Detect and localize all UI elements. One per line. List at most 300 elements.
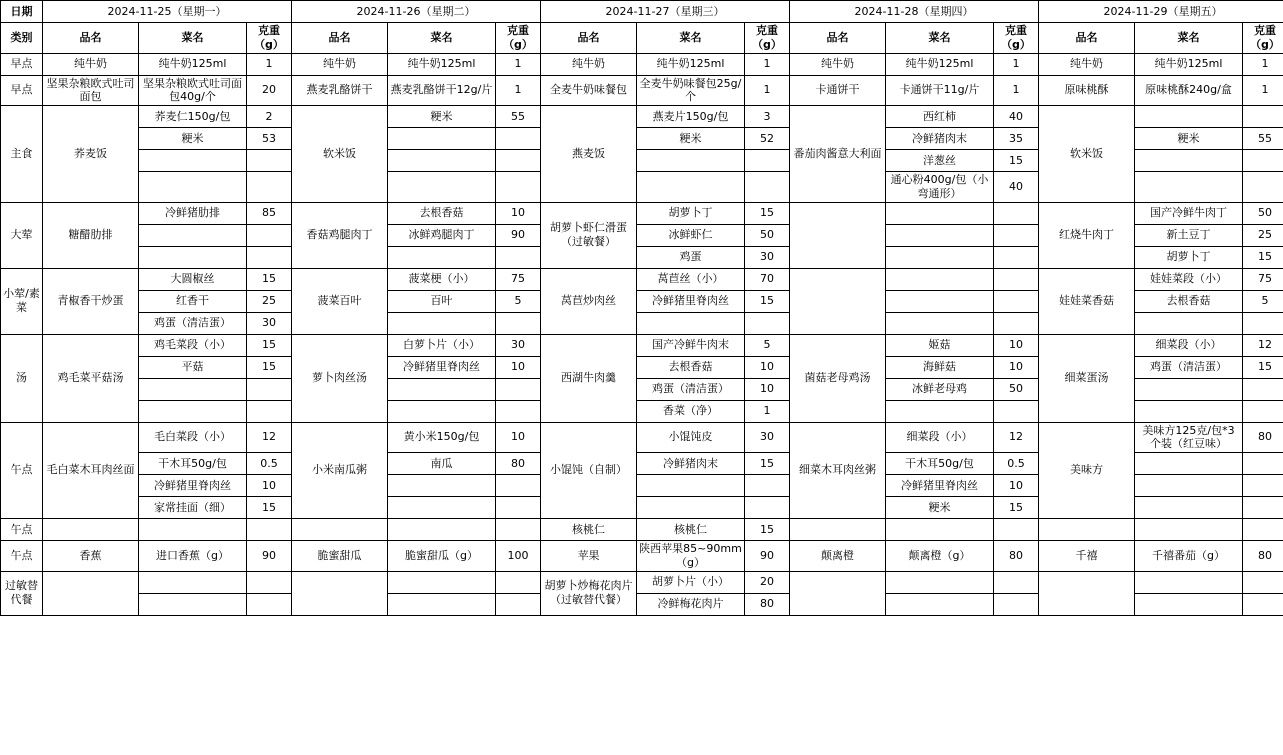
ingredient-cell-d2-r3-1: 粳米 [388,106,496,128]
gram-cell-d1-r2-1: 20 [247,75,292,106]
ingredient-cell-d3-r7-2: 冷鲜猪肉末 [637,453,745,475]
ingredient-cell-d5-r5-2: 去根香菇 [1135,290,1243,312]
gram-cell-d1-r6-1: 15 [247,334,292,356]
ingredient-cell-d5-r7-3 [1135,475,1243,497]
header-date-row [1,1,1283,23]
ingredient-cell-d1-r7-2: 干木耳50g/包 [139,453,247,475]
gram-cell-d1-r3-3 [247,150,292,172]
ingredient-cell-d3-r8-1: 核桃仁 [637,519,745,541]
dish-cell-d4-r10 [790,571,886,615]
ingredient-cell-d3-r4-2: 冰鲜虾仁 [637,224,745,246]
menu-row [1,334,1283,356]
gram-cell-d3-r7-1: 30 [745,422,790,453]
gram-cell-d5-r7-2 [1243,453,1283,475]
gram-cell-d1-r4-2 [247,224,292,246]
ingredient-cell-d3-r7-4 [637,497,745,519]
gram-cell-d2-r10-2 [496,593,541,615]
ingredient-cell-d2-r6-3 [388,378,496,400]
dish-cell-d1-r8 [43,519,139,541]
gram-cell-d3-r3-4 [745,172,790,203]
dish-cell-d2-r5: 菠菜百叶 [292,268,388,334]
gram-cell-d3-r8-1: 15 [745,519,790,541]
header-column-row [1,23,1283,54]
gram-cell-d5-r5-1: 75 [1243,268,1283,290]
header-ingredient-label-1: 菜名 [139,23,247,54]
dish-cell-d3-r10: 胡萝卜炒梅花肉片（过敏替代餐） [541,571,637,615]
gram-cell-d5-r4-3: 15 [1243,246,1283,268]
gram-cell-d2-r6-3 [496,378,541,400]
ingredient-cell-d3-r9-1: 陕西苹果85~90mm（g） [637,541,745,572]
dish-cell-d4-r2: 卡通饼干 [790,75,886,106]
ingredient-cell-d1-r3-2: 粳米 [139,128,247,150]
gram-cell-d3-r4-2: 50 [745,224,790,246]
ingredient-cell-d1-r6-3 [139,378,247,400]
gram-cell-d1-r6-3 [247,378,292,400]
ingredient-cell-d1-r8-1 [139,519,247,541]
ingredient-cell-d1-r10-1 [139,571,247,593]
header-dish-label-2: 品名 [292,23,388,54]
gram-cell-d4-r6-2: 10 [994,356,1039,378]
ingredient-cell-d2-r4-2: 冰鲜鸡腿肉丁 [388,224,496,246]
ingredient-cell-d3-r10-1: 胡萝卜片（小） [637,571,745,593]
dish-cell-d5-r4: 红烧牛肉丁 [1039,202,1135,268]
ingredient-cell-d3-r6-2: 去根香菇 [637,356,745,378]
gram-cell-d1-r6-2: 15 [247,356,292,378]
gram-cell-d5-r7-4 [1243,497,1283,519]
dish-cell-d5-r10 [1039,571,1135,615]
gram-cell-d2-r5-2: 5 [496,290,541,312]
gram-cell-d4-r5-1 [994,268,1039,290]
header-category-label: 类别 [1,23,43,54]
ingredient-cell-d3-r4-1: 胡萝卜丁 [637,202,745,224]
gram-cell-d3-r5-2: 15 [745,290,790,312]
header-gram-label-5: 克重 （g） [1243,23,1283,54]
ingredient-cell-d5-r7-1: 美味方125克/包*3个装（红豆味） [1135,422,1243,453]
ingredient-cell-d5-r3-3 [1135,150,1243,172]
dish-cell-d3-r4: 胡萝卜虾仁滑蛋（过敏餐） [541,202,637,268]
dish-cell-d1-r4: 糖醋肋排 [43,202,139,268]
header-gram-label-1: 克重 （g） [247,23,292,54]
gram-cell-d2-r4-3 [496,246,541,268]
gram-cell-d4-r6-4 [994,400,1039,422]
category-cell-4: 大荤 [1,202,43,268]
gram-cell-d2-r10-1 [496,571,541,593]
ingredient-cell-d5-r9-1: 千禧番茄（g） [1135,541,1243,572]
gram-cell-d5-r5-2: 5 [1243,290,1283,312]
header-ingredient-label-4: 菜名 [886,23,994,54]
category-cell-10: 过敏替代餐 [1,571,43,615]
gram-cell-d1-r1-1: 1 [247,53,292,75]
ingredient-cell-d3-r6-4: 香菜（净） [637,400,745,422]
gram-cell-d2-r6-1: 30 [496,334,541,356]
ingredient-cell-d3-r1-1: 纯牛奶125ml [637,53,745,75]
ingredient-cell-d4-r7-1: 细菜段（小） [886,422,994,453]
gram-cell-d2-r3-3 [496,150,541,172]
dish-cell-d4-r6: 菌菇老母鸡汤 [790,334,886,422]
gram-cell-d4-r7-3: 10 [994,475,1039,497]
dish-cell-d2-r4: 香菇鸡腿肉丁 [292,202,388,268]
gram-cell-d4-r1-1: 1 [994,53,1039,75]
ingredient-cell-d5-r6-1: 细菜段（小） [1135,334,1243,356]
dish-cell-d3-r8: 核桃仁 [541,519,637,541]
ingredient-cell-d3-r3-3 [637,150,745,172]
gram-cell-d3-r7-2: 15 [745,453,790,475]
ingredient-cell-d3-r5-3 [637,312,745,334]
gram-cell-d2-r6-4 [496,400,541,422]
dish-cell-d1-r5: 青椒香干炒蛋 [43,268,139,334]
gram-cell-d3-r10-1: 20 [745,571,790,593]
ingredient-cell-d4-r4-1 [886,202,994,224]
ingredient-cell-d4-r3-4: 通心粉400g/包（小弯通形） [886,172,994,203]
ingredient-cell-d5-r4-2: 新土豆丁 [1135,224,1243,246]
gram-cell-d5-r3-2: 55 [1243,128,1283,150]
menu-row [1,53,1283,75]
dish-cell-d2-r9: 脆蜜甜瓜 [292,541,388,572]
gram-cell-d3-r3-3 [745,150,790,172]
dish-cell-d5-r6: 细菜蛋汤 [1039,334,1135,422]
menu-row [1,202,1283,224]
gram-cell-d1-r4-1: 85 [247,202,292,224]
ingredient-cell-d2-r7-2: 南瓜 [388,453,496,475]
ingredient-cell-d4-r4-2 [886,224,994,246]
gram-cell-d2-r5-1: 75 [496,268,541,290]
dish-cell-d5-r1: 纯牛奶 [1039,53,1135,75]
gram-cell-d4-r7-2: 0.5 [994,453,1039,475]
gram-cell-d3-r3-2: 52 [745,128,790,150]
gram-cell-d5-r8-1 [1243,519,1283,541]
gram-cell-d1-r9-1: 90 [247,541,292,572]
menu-row [1,571,1283,593]
ingredient-cell-d2-r4-3 [388,246,496,268]
dish-cell-d1-r1: 纯牛奶 [43,53,139,75]
dish-cell-d2-r10 [292,571,388,615]
category-cell-1: 早点 [1,53,43,75]
gram-cell-d3-r4-3: 30 [745,246,790,268]
gram-cell-d1-r6-4 [247,400,292,422]
menu-row [1,106,1283,128]
ingredient-cell-d5-r5-3 [1135,312,1243,334]
gram-cell-d3-r5-3 [745,312,790,334]
ingredient-cell-d2-r7-3 [388,475,496,497]
gram-cell-d4-r5-3 [994,312,1039,334]
category-cell-7: 午点 [1,422,43,519]
ingredient-cell-d5-r4-1: 国产冷鲜牛肉丁 [1135,202,1243,224]
menu-row [1,519,1283,541]
gram-cell-d5-r10-1 [1243,571,1283,593]
dish-cell-d5-r9: 千禧 [1039,541,1135,572]
gram-cell-d5-r6-1: 12 [1243,334,1283,356]
gram-cell-d5-r7-3 [1243,475,1283,497]
header-date-label: 日期 [1,1,43,23]
ingredient-cell-d1-r2-1: 坚果杂粮欧式吐司面包40g/个 [139,75,247,106]
ingredient-cell-d4-r7-3: 冷鲜猪里脊肉丝 [886,475,994,497]
ingredient-cell-d1-r4-1: 冷鲜猪肋排 [139,202,247,224]
ingredient-cell-d5-r8-1 [1135,519,1243,541]
gram-cell-d2-r1-1: 1 [496,53,541,75]
dish-cell-d3-r2: 全麦牛奶味餐包 [541,75,637,106]
ingredient-cell-d1-r7-1: 毛白菜段（小） [139,422,247,453]
gram-cell-d2-r4-2: 90 [496,224,541,246]
dish-cell-d5-r2: 原味桃酥 [1039,75,1135,106]
gram-cell-d4-r4-1 [994,202,1039,224]
ingredient-cell-d4-r5-3 [886,312,994,334]
ingredient-cell-d2-r3-4 [388,172,496,203]
gram-cell-d5-r9-1: 80 [1243,541,1283,572]
dish-cell-d3-r3: 燕麦饭 [541,106,637,203]
ingredient-cell-d5-r7-4 [1135,497,1243,519]
gram-cell-d2-r9-1: 100 [496,541,541,572]
ingredient-cell-d5-r5-1: 娃娃菜段（小） [1135,268,1243,290]
dish-cell-d3-r9: 苹果 [541,541,637,572]
dish-cell-d2-r6: 萝卜肉丝汤 [292,334,388,422]
dish-cell-d2-r2: 燕麦乳酪饼干 [292,75,388,106]
menu-row [1,541,1283,572]
ingredient-cell-d4-r3-1: 西红柿 [886,106,994,128]
ingredient-cell-d5-r6-4 [1135,400,1243,422]
category-cell-5: 小荤/素菜 [1,268,43,334]
gram-cell-d5-r3-3 [1243,150,1283,172]
ingredient-cell-d1-r1-1: 纯牛奶125ml [139,53,247,75]
gram-cell-d2-r7-4 [496,497,541,519]
day-header-4: 2024-11-28（星期四） [790,1,1039,23]
gram-cell-d5-r3-1 [1243,106,1283,128]
gram-cell-d1-r10-1 [247,571,292,593]
ingredient-cell-d4-r6-3: 冰鲜老母鸡 [886,378,994,400]
category-cell-3: 主食 [1,106,43,203]
gram-cell-d3-r7-4 [745,497,790,519]
header-gram-label-4: 克重 （g） [994,23,1039,54]
ingredient-cell-d2-r4-1: 去根香菇 [388,202,496,224]
dish-cell-d1-r10 [43,571,139,615]
dish-cell-d2-r8 [292,519,388,541]
ingredient-cell-d2-r5-3 [388,312,496,334]
header-dish-label-3: 品名 [541,23,637,54]
gram-cell-d4-r3-1: 40 [994,106,1039,128]
gram-cell-d5-r10-2 [1243,593,1283,615]
gram-cell-d3-r1-1: 1 [745,53,790,75]
gram-cell-d4-r8-1 [994,519,1039,541]
ingredient-cell-d4-r9-1: 颠离橙（g） [886,541,994,572]
gram-cell-d2-r7-2: 80 [496,453,541,475]
gram-cell-d2-r2-1: 1 [496,75,541,106]
gram-cell-d1-r7-1: 12 [247,422,292,453]
dish-cell-d1-r2: 坚果杂粮欧式吐司面包 [43,75,139,106]
gram-cell-d1-r7-2: 0.5 [247,453,292,475]
gram-cell-d4-r6-3: 50 [994,378,1039,400]
ingredient-cell-d4-r2-1: 卡通饼干11g/片 [886,75,994,106]
gram-cell-d1-r8-1 [247,519,292,541]
gram-cell-d1-r10-2 [247,593,292,615]
gram-cell-d4-r3-2: 35 [994,128,1039,150]
gram-cell-d4-r7-4: 15 [994,497,1039,519]
header-ingredient-label-3: 菜名 [637,23,745,54]
gram-cell-d2-r4-1: 10 [496,202,541,224]
ingredient-cell-d2-r5-2: 百叶 [388,290,496,312]
gram-cell-d2-r6-2: 10 [496,356,541,378]
ingredient-cell-d2-r5-1: 菠菜梗（小） [388,268,496,290]
gram-cell-d3-r3-1: 3 [745,106,790,128]
ingredient-cell-d3-r7-1: 小馄饨皮 [637,422,745,453]
gram-cell-d2-r7-1: 10 [496,422,541,453]
gram-cell-d3-r10-2: 80 [745,593,790,615]
ingredient-cell-d4-r3-3: 洋葱丝 [886,150,994,172]
ingredient-cell-d2-r6-1: 白萝卜片（小） [388,334,496,356]
header-gram-label-3: 克重 （g） [745,23,790,54]
menu-row [1,75,1283,106]
gram-cell-d5-r2-1: 1 [1243,75,1283,106]
gram-cell-d2-r3-1: 55 [496,106,541,128]
ingredient-cell-d2-r6-4 [388,400,496,422]
dish-cell-d5-r7: 美味方 [1039,422,1135,519]
ingredient-cell-d4-r4-3 [886,246,994,268]
gram-cell-d5-r3-4 [1243,172,1283,203]
ingredient-cell-d1-r3-3 [139,150,247,172]
dish-cell-d3-r5: 莴苣炒肉丝 [541,268,637,334]
ingredient-cell-d3-r3-1: 燕麦片150g/包 [637,106,745,128]
ingredient-cell-d3-r5-2: 冷鲜猪里脊肉丝 [637,290,745,312]
ingredient-cell-d1-r5-3: 鸡蛋（清洁蛋） [139,312,247,334]
ingredient-cell-d3-r7-3 [637,475,745,497]
gram-cell-d5-r4-2: 25 [1243,224,1283,246]
ingredient-cell-d2-r7-4 [388,497,496,519]
ingredient-cell-d4-r7-2: 干木耳50g/包 [886,453,994,475]
gram-cell-d1-r5-1: 15 [247,268,292,290]
dish-cell-d4-r7: 细菜木耳肉丝粥 [790,422,886,519]
ingredient-cell-d3-r3-4 [637,172,745,203]
ingredient-cell-d2-r9-1: 脆蜜甜瓜（g） [388,541,496,572]
gram-cell-d1-r3-1: 2 [247,106,292,128]
category-cell-8: 午点 [1,519,43,541]
category-cell-2: 早点 [1,75,43,106]
ingredient-cell-d1-r4-2 [139,224,247,246]
ingredient-cell-d3-r10-2: 冷鲜梅花肉片 [637,593,745,615]
ingredient-cell-d2-r3-2 [388,128,496,150]
gram-cell-d5-r6-2: 15 [1243,356,1283,378]
ingredient-cell-d2-r1-1: 纯牛奶125ml [388,53,496,75]
gram-cell-d2-r3-4 [496,172,541,203]
ingredient-cell-d1-r3-1: 荞麦仁150g/包 [139,106,247,128]
dish-cell-d5-r5: 娃娃菜香菇 [1039,268,1135,334]
ingredient-cell-d4-r6-4 [886,400,994,422]
ingredient-cell-d2-r10-2 [388,593,496,615]
ingredient-cell-d5-r4-3: 胡萝卜丁 [1135,246,1243,268]
gram-cell-d4-r5-2 [994,290,1039,312]
ingredient-cell-d1-r7-3: 冷鲜猪里脊肉丝 [139,475,247,497]
header-ingredient-label-2: 菜名 [388,23,496,54]
ingredient-cell-d4-r6-1: 姬菇 [886,334,994,356]
gram-cell-d1-r7-4: 15 [247,497,292,519]
gram-cell-d3-r2-1: 1 [745,75,790,106]
gram-cell-d1-r5-2: 25 [247,290,292,312]
ingredient-cell-d1-r6-2: 平菇 [139,356,247,378]
ingredient-cell-d4-r5-2 [886,290,994,312]
ingredient-cell-d1-r4-3 [139,246,247,268]
header-dish-label-5: 品名 [1039,23,1135,54]
ingredient-cell-d5-r2-1: 原味桃酥240g/盒 [1135,75,1243,106]
dish-cell-d2-r3: 软米饭 [292,106,388,203]
gram-cell-d2-r8-1 [496,519,541,541]
gram-cell-d1-r4-3 [247,246,292,268]
gram-cell-d2-r3-2 [496,128,541,150]
gram-cell-d3-r6-3: 10 [745,378,790,400]
gram-cell-d2-r7-3 [496,475,541,497]
gram-cell-d5-r5-3 [1243,312,1283,334]
dish-cell-d4-r1: 纯牛奶 [790,53,886,75]
ingredient-cell-d5-r3-1 [1135,106,1243,128]
gram-cell-d3-r6-2: 10 [745,356,790,378]
gram-cell-d4-r3-4: 40 [994,172,1039,203]
header-dish-label-1: 品名 [43,23,139,54]
ingredient-cell-d2-r8-1 [388,519,496,541]
ingredient-cell-d5-r6-3 [1135,378,1243,400]
gram-cell-d4-r7-1: 12 [994,422,1039,453]
ingredient-cell-d5-r10-1 [1135,571,1243,593]
dish-cell-d4-r4 [790,202,886,268]
gram-cell-d3-r4-1: 15 [745,202,790,224]
day-header-3: 2024-11-27（星期三） [541,1,790,23]
gram-cell-d1-r3-2: 53 [247,128,292,150]
gram-cell-d4-r4-3 [994,246,1039,268]
dish-cell-d4-r3: 番茄肉酱意大利面 [790,106,886,203]
gram-cell-d1-r7-3: 10 [247,475,292,497]
ingredient-cell-d3-r6-1: 国产冷鲜牛肉末 [637,334,745,356]
dish-cell-d4-r9: 颠离橙 [790,541,886,572]
ingredient-cell-d4-r6-2: 海鲜菇 [886,356,994,378]
ingredient-cell-d3-r2-1: 全麦牛奶味餐包25g/个 [637,75,745,106]
ingredient-cell-d2-r2-1: 燕麦乳酪饼干12g/片 [388,75,496,106]
dish-cell-d1-r7: 毛白菜木耳肉丝面 [43,422,139,519]
ingredient-cell-d4-r10-1 [886,571,994,593]
gram-cell-d4-r3-3: 15 [994,150,1039,172]
ingredient-cell-d4-r7-4: 粳米 [886,497,994,519]
gram-cell-d3-r6-1: 5 [745,334,790,356]
ingredient-cell-d3-r4-3: 鸡蛋 [637,246,745,268]
dish-cell-d5-r3: 软米饭 [1039,106,1135,203]
category-cell-9: 午点 [1,541,43,572]
ingredient-cell-d5-r10-2 [1135,593,1243,615]
gram-cell-d4-r4-2 [994,224,1039,246]
dish-cell-d4-r8 [790,519,886,541]
ingredient-cell-d4-r10-2 [886,593,994,615]
gram-cell-d4-r10-2 [994,593,1039,615]
ingredient-cell-d5-r1-1: 纯牛奶125ml [1135,53,1243,75]
gram-cell-d5-r6-3 [1243,378,1283,400]
ingredient-cell-d1-r9-1: 进口香蕉（g） [139,541,247,572]
gram-cell-d1-r3-4 [247,172,292,203]
menu-body [1,1,1283,616]
ingredient-cell-d3-r3-2: 粳米 [637,128,745,150]
gram-cell-d4-r10-1 [994,571,1039,593]
ingredient-cell-d1-r6-4 [139,400,247,422]
dish-cell-d2-r1: 纯牛奶 [292,53,388,75]
ingredient-cell-d5-r3-2: 粳米 [1135,128,1243,150]
dish-cell-d4-r5 [790,268,886,334]
ingredient-cell-d3-r5-1: 莴苣丝（小） [637,268,745,290]
menu-row [1,268,1283,290]
day-header-2: 2024-11-26（星期二） [292,1,541,23]
menu-row [1,422,1283,453]
day-header-5: 2024-11-29（星期五） [1039,1,1283,23]
gram-cell-d4-r2-1: 1 [994,75,1039,106]
ingredient-cell-d2-r3-3 [388,150,496,172]
gram-cell-d3-r7-3 [745,475,790,497]
ingredient-cell-d1-r3-4 [139,172,247,203]
ingredient-cell-d1-r6-1: 鸡毛菜段（小） [139,334,247,356]
ingredient-cell-d3-r6-3: 鸡蛋（清洁蛋） [637,378,745,400]
header-dish-label-4: 品名 [790,23,886,54]
dish-cell-d3-r7: 小馄饨（自制） [541,422,637,519]
ingredient-cell-d2-r7-1: 黄小米150g/包 [388,422,496,453]
